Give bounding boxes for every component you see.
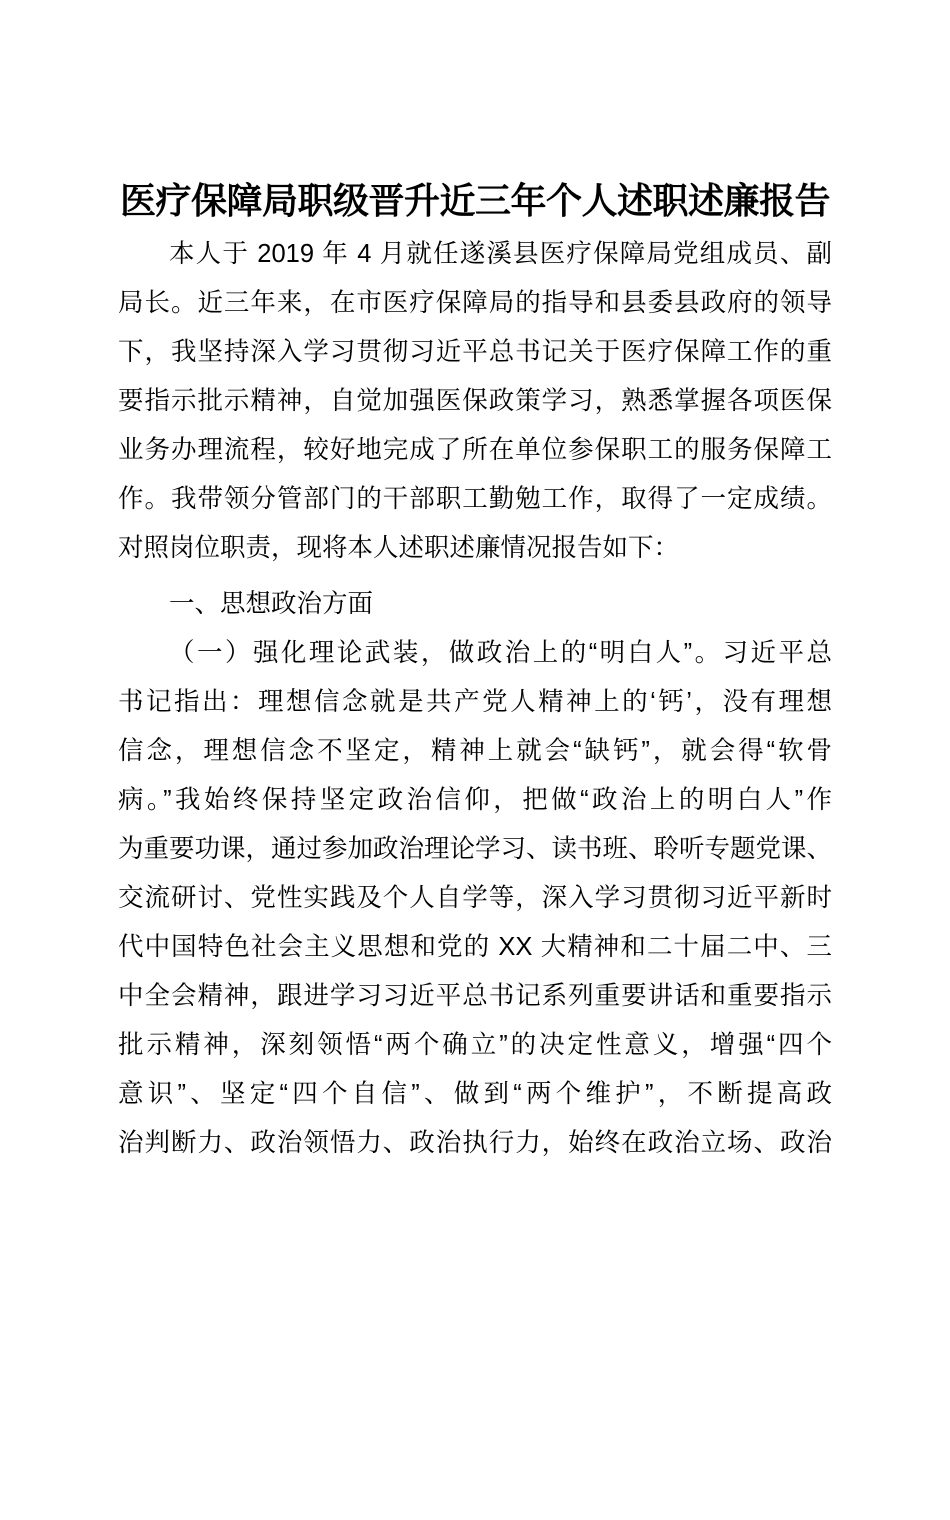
paragraph-line: 下，我坚持深入学习贯彻习近平总书记关于医疗保障工作的重 — [118, 338, 832, 366]
document-page — [0, 176, 950, 1520]
paragraph-line: 为重要功课，通过参加政治理论学习、读书班、聆听专题党课、 — [118, 835, 833, 863]
paragraph-line: 交流研讨、党性实践及个人自学等，深入学习贯彻习近平新时 — [118, 884, 832, 912]
paragraph-line: 信念，理想信念不坚定，精神上就会“缺钙”，就会得“软骨 — [118, 737, 832, 765]
document-title: 医疗保障局职级晋升近三年个人述职述廉报告 — [119, 180, 830, 221]
paragraph-line: 作。我带领分管部门的干部职工勤勉工作，取得了一定成绩。 — [118, 485, 832, 513]
paragraph-line: （一）强化理论武装，做政治上的“明白人”。习近平总 — [169, 639, 832, 667]
section1-paragraph — [118, 629, 832, 1168]
paragraph-line: 对照岗位职责，现将本人述职述廉情况报告如下： — [118, 534, 680, 562]
paragraph-line: 要指示批示精神，自觉加强医保政策学习，熟悉掌握各项医保 — [118, 387, 832, 415]
paragraph-line: 代中国特色社会主义思想和党的 XX 大精神和二十届二中、三 — [118, 933, 832, 961]
paragraph-line: 病。”我始终保持坚定政治信仰，把做“政治上的明白人”作 — [118, 786, 832, 814]
paragraph-line: 本人于 2019 年 4 月就任遂溪县医疗保障局党组成员、副 — [169, 240, 832, 268]
paragraph-line: 书记指出：理想信念就是共产党人精神上的‘钙’，没有理想 — [118, 688, 832, 716]
intro-paragraph — [118, 230, 832, 573]
paragraph-line: 批示精神，深刻领悟“两个确立”的决定性意义，增强“四个 — [118, 1031, 832, 1059]
paragraph-line: 中全会精神，跟进学习习近平总书记系列重要讲话和重要指示 — [118, 982, 832, 1010]
paragraph-line: 意识”、坚定“四个自信”、做到“两个维护”，不断提高政 — [118, 1080, 832, 1108]
section-heading: 一、思想政治方面 — [169, 590, 374, 618]
paragraph-line: 局长。近三年来，在市医疗保障局的指导和县委县政府的领导 — [118, 289, 832, 317]
paragraph-line: 业务办理流程，较好地完成了所在单位参保职工的服务保障工 — [118, 436, 832, 464]
paragraph-line: 治判断力、政治领悟力、政治执行力，始终在政治立场、政治 — [118, 1129, 832, 1157]
